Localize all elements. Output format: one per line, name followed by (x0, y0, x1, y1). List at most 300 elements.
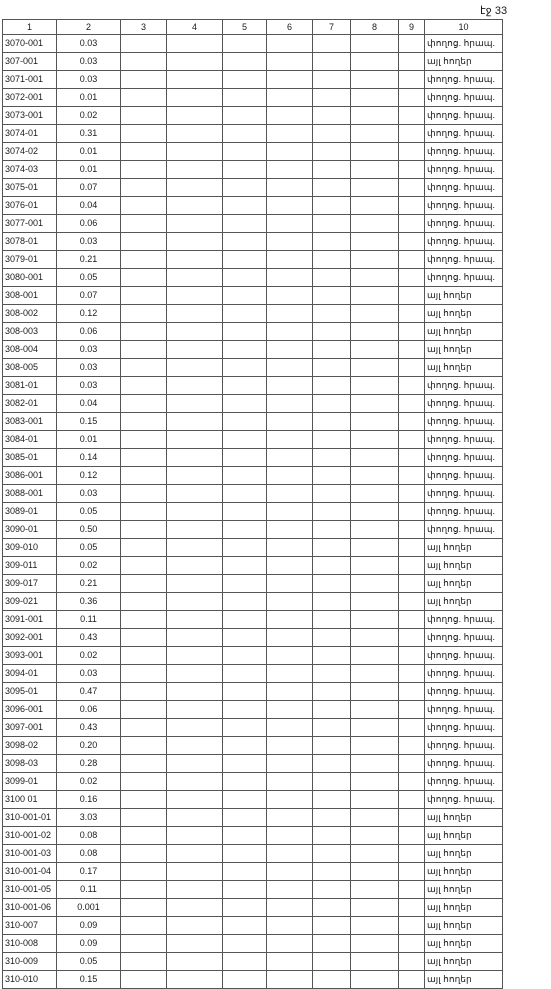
empty-cell-col-7 (313, 143, 351, 161)
area-value-cell: 0.03 (57, 377, 121, 395)
area-value-cell: 0.09 (57, 917, 121, 935)
empty-cell-col-8 (351, 881, 399, 899)
column-header-7: 7 (313, 20, 351, 35)
empty-cell-col-7 (313, 35, 351, 53)
land-type-cell: փողոց. հրապ. (425, 143, 503, 161)
empty-cell-col-6 (267, 791, 313, 809)
parcel-code-cell: 310-001-01 (3, 809, 57, 827)
empty-cell-col-5 (223, 449, 267, 467)
land-type-cell: այլ հողեր (425, 827, 503, 845)
parcel-code-cell: 3081-01 (3, 377, 57, 395)
empty-cell-col-9 (399, 287, 425, 305)
area-value-cell: 0.20 (57, 737, 121, 755)
parcel-code-cell: 3095-01 (3, 683, 57, 701)
table-row (3, 341, 503, 359)
parcel-code-cell: 310-001-04 (3, 863, 57, 881)
table-row (3, 917, 503, 935)
empty-cell-col-9 (399, 737, 425, 755)
column-header-9: 9 (399, 20, 425, 35)
parcel-code-cell: 3078-01 (3, 233, 57, 251)
empty-cell-col-6 (267, 233, 313, 251)
empty-cell-col-9 (399, 305, 425, 323)
empty-cell-col-6 (267, 107, 313, 125)
empty-cell-col-6 (267, 251, 313, 269)
table-row (3, 557, 503, 575)
empty-cell-col-4 (167, 881, 223, 899)
table-row (3, 737, 503, 755)
empty-cell-col-9 (399, 881, 425, 899)
table-row (3, 899, 503, 917)
area-value-cell: 0.001 (57, 899, 121, 917)
empty-cell-col-9 (399, 431, 425, 449)
column-header-5: 5 (223, 20, 267, 35)
empty-cell-col-9 (399, 521, 425, 539)
empty-cell-col-8 (351, 161, 399, 179)
empty-cell-col-6 (267, 395, 313, 413)
empty-cell-col-6 (267, 809, 313, 827)
empty-cell-col-7 (313, 845, 351, 863)
empty-cell-col-7 (313, 413, 351, 431)
land-type-cell: փողոց. հրապ. (425, 161, 503, 179)
empty-cell-col-9 (399, 539, 425, 557)
empty-cell-col-6 (267, 287, 313, 305)
area-value-cell: 0.04 (57, 395, 121, 413)
empty-cell-col-4 (167, 683, 223, 701)
empty-cell-col-6 (267, 125, 313, 143)
land-type-cell: փողոց. հրապ. (425, 485, 503, 503)
land-type-cell: փողոց. հրապ. (425, 467, 503, 485)
empty-cell-col-7 (313, 773, 351, 791)
empty-cell-col-4 (167, 737, 223, 755)
empty-cell-col-3 (121, 719, 167, 737)
empty-cell-col-7 (313, 89, 351, 107)
land-type-cell: փողոց. հրապ. (425, 197, 503, 215)
land-type-cell: փողոց. հրապ. (425, 449, 503, 467)
empty-cell-col-6 (267, 881, 313, 899)
land-type-cell: փողոց. հրապ. (425, 665, 503, 683)
empty-cell-col-4 (167, 827, 223, 845)
empty-cell-col-3 (121, 917, 167, 935)
empty-cell-col-5 (223, 53, 267, 71)
empty-cell-col-9 (399, 629, 425, 647)
empty-cell-col-4 (167, 305, 223, 323)
empty-cell-col-3 (121, 143, 167, 161)
area-value-cell: 0.09 (57, 935, 121, 953)
empty-cell-col-5 (223, 719, 267, 737)
empty-cell-col-9 (399, 107, 425, 125)
empty-cell-col-5 (223, 521, 267, 539)
table-row (3, 395, 503, 413)
empty-cell-col-5 (223, 953, 267, 971)
empty-cell-col-8 (351, 53, 399, 71)
empty-cell-col-8 (351, 917, 399, 935)
parcel-code-cell: 3071-001 (3, 71, 57, 89)
empty-cell-col-6 (267, 935, 313, 953)
empty-cell-col-6 (267, 485, 313, 503)
empty-cell-col-8 (351, 143, 399, 161)
empty-cell-col-3 (121, 71, 167, 89)
parcel-code-cell: 308-003 (3, 323, 57, 341)
empty-cell-col-3 (121, 971, 167, 989)
parcel-code-cell: 3093-001 (3, 647, 57, 665)
empty-cell-col-8 (351, 341, 399, 359)
empty-cell-col-7 (313, 377, 351, 395)
empty-cell-col-4 (167, 755, 223, 773)
area-value-cell: 0.03 (57, 53, 121, 71)
empty-cell-col-7 (313, 971, 351, 989)
land-type-cell: այլ հողեր (425, 539, 503, 557)
area-value-cell: 0.03 (57, 341, 121, 359)
parcel-code-cell: 3098-02 (3, 737, 57, 755)
column-header-3: 3 (121, 20, 167, 35)
empty-cell-col-5 (223, 791, 267, 809)
land-type-cell: այլ հողեր (425, 557, 503, 575)
empty-cell-col-8 (351, 683, 399, 701)
page-number: էջ 33 (480, 5, 508, 17)
parcel-code-cell: 3082-01 (3, 395, 57, 413)
empty-cell-col-7 (313, 917, 351, 935)
empty-cell-col-6 (267, 323, 313, 341)
empty-cell-col-3 (121, 107, 167, 125)
empty-cell-col-4 (167, 143, 223, 161)
table-row (3, 827, 503, 845)
parcel-code-cell: 310-001-05 (3, 881, 57, 899)
empty-cell-col-7 (313, 269, 351, 287)
area-value-cell: 0.03 (57, 359, 121, 377)
empty-cell-col-7 (313, 395, 351, 413)
land-type-cell: փողոց. հրապ. (425, 233, 503, 251)
parcel-code-cell: 3099-01 (3, 773, 57, 791)
empty-cell-col-4 (167, 341, 223, 359)
area-value-cell: 0.11 (57, 881, 121, 899)
empty-cell-col-5 (223, 143, 267, 161)
empty-cell-col-5 (223, 161, 267, 179)
empty-cell-col-6 (267, 701, 313, 719)
land-type-cell: փողոց. հրապ. (425, 431, 503, 449)
empty-cell-col-6 (267, 449, 313, 467)
table-row (3, 233, 503, 251)
empty-cell-col-6 (267, 143, 313, 161)
empty-cell-col-7 (313, 467, 351, 485)
empty-cell-col-4 (167, 629, 223, 647)
empty-cell-col-9 (399, 719, 425, 737)
empty-cell-col-5 (223, 287, 267, 305)
empty-cell-col-3 (121, 287, 167, 305)
empty-cell-col-9 (399, 377, 425, 395)
empty-cell-col-9 (399, 953, 425, 971)
empty-cell-col-5 (223, 395, 267, 413)
empty-cell-col-8 (351, 899, 399, 917)
land-type-cell: փողոց. հրապ. (425, 737, 503, 755)
area-value-cell: 0.17 (57, 863, 121, 881)
parcel-code-cell: 3092-001 (3, 629, 57, 647)
empty-cell-col-9 (399, 827, 425, 845)
empty-cell-col-6 (267, 773, 313, 791)
parcel-code-cell: 3083-001 (3, 413, 57, 431)
area-value-cell: 0.07 (57, 287, 121, 305)
land-type-cell: այլ հողեր (425, 881, 503, 899)
empty-cell-col-8 (351, 647, 399, 665)
empty-cell-col-8 (351, 107, 399, 125)
empty-cell-col-3 (121, 737, 167, 755)
empty-cell-col-5 (223, 737, 267, 755)
empty-cell-col-3 (121, 881, 167, 899)
empty-cell-col-4 (167, 215, 223, 233)
empty-cell-col-7 (313, 611, 351, 629)
empty-cell-col-5 (223, 539, 267, 557)
empty-cell-col-6 (267, 431, 313, 449)
empty-cell-col-8 (351, 827, 399, 845)
parcel-code-cell: 310-007 (3, 917, 57, 935)
empty-cell-col-9 (399, 485, 425, 503)
area-value-cell: 0.03 (57, 35, 121, 53)
area-value-cell: 0.07 (57, 179, 121, 197)
empty-cell-col-3 (121, 305, 167, 323)
empty-cell-col-8 (351, 485, 399, 503)
empty-cell-col-5 (223, 899, 267, 917)
empty-cell-col-4 (167, 395, 223, 413)
empty-cell-col-8 (351, 251, 399, 269)
empty-cell-col-3 (121, 395, 167, 413)
empty-cell-col-7 (313, 809, 351, 827)
empty-cell-col-9 (399, 845, 425, 863)
area-value-cell: 0.05 (57, 539, 121, 557)
empty-cell-col-8 (351, 935, 399, 953)
empty-cell-col-4 (167, 125, 223, 143)
empty-cell-col-7 (313, 449, 351, 467)
empty-cell-col-4 (167, 35, 223, 53)
empty-cell-col-9 (399, 89, 425, 107)
empty-cell-col-8 (351, 611, 399, 629)
parcel-code-cell: 308-005 (3, 359, 57, 377)
empty-cell-col-3 (121, 827, 167, 845)
empty-cell-col-4 (167, 845, 223, 863)
empty-cell-col-3 (121, 467, 167, 485)
empty-cell-col-9 (399, 755, 425, 773)
empty-cell-col-6 (267, 593, 313, 611)
parcel-code-cell: 3098-03 (3, 755, 57, 773)
empty-cell-col-9 (399, 53, 425, 71)
empty-cell-col-8 (351, 521, 399, 539)
empty-cell-col-3 (121, 557, 167, 575)
land-type-cell: այլ հողեր (425, 305, 503, 323)
empty-cell-col-7 (313, 953, 351, 971)
empty-cell-col-8 (351, 71, 399, 89)
empty-cell-col-5 (223, 107, 267, 125)
land-type-cell: փողոց. հրապ. (425, 521, 503, 539)
empty-cell-col-8 (351, 449, 399, 467)
empty-cell-col-6 (267, 377, 313, 395)
empty-cell-col-5 (223, 359, 267, 377)
empty-cell-col-5 (223, 863, 267, 881)
table-row (3, 287, 503, 305)
empty-cell-col-5 (223, 35, 267, 53)
table-row (3, 719, 503, 737)
empty-cell-col-3 (121, 935, 167, 953)
land-type-cell: այլ հողեր (425, 917, 503, 935)
empty-cell-col-3 (121, 341, 167, 359)
empty-cell-col-3 (121, 485, 167, 503)
empty-cell-col-8 (351, 809, 399, 827)
table-row (3, 503, 503, 521)
empty-cell-col-4 (167, 791, 223, 809)
parcel-code-cell: 309-017 (3, 575, 57, 593)
empty-cell-col-9 (399, 917, 425, 935)
empty-cell-col-5 (223, 467, 267, 485)
empty-cell-col-4 (167, 611, 223, 629)
empty-cell-col-7 (313, 341, 351, 359)
table-row (3, 413, 503, 431)
empty-cell-col-9 (399, 935, 425, 953)
empty-cell-col-7 (313, 107, 351, 125)
empty-cell-col-8 (351, 233, 399, 251)
empty-cell-col-7 (313, 485, 351, 503)
empty-cell-col-7 (313, 287, 351, 305)
empty-cell-col-5 (223, 269, 267, 287)
land-type-cell: փողոց. հրապ. (425, 611, 503, 629)
column-header-2: 2 (57, 20, 121, 35)
empty-cell-col-7 (313, 305, 351, 323)
parcel-code-cell: 308-001 (3, 287, 57, 305)
land-type-cell: փողոց. հրապ. (425, 773, 503, 791)
table-row (3, 71, 503, 89)
empty-cell-col-7 (313, 701, 351, 719)
empty-cell-col-6 (267, 863, 313, 881)
empty-cell-col-9 (399, 683, 425, 701)
table-row (3, 377, 503, 395)
empty-cell-col-8 (351, 395, 399, 413)
empty-cell-col-5 (223, 701, 267, 719)
area-value-cell: 0.01 (57, 161, 121, 179)
table-row (3, 161, 503, 179)
land-type-cell: այլ հողեր (425, 359, 503, 377)
empty-cell-col-3 (121, 521, 167, 539)
empty-cell-col-5 (223, 485, 267, 503)
land-type-cell: փողոց. հրապ. (425, 755, 503, 773)
empty-cell-col-6 (267, 539, 313, 557)
table-row (3, 953, 503, 971)
parcel-code-cell: 3070-001 (3, 35, 57, 53)
empty-cell-col-9 (399, 449, 425, 467)
empty-cell-col-9 (399, 125, 425, 143)
parcel-code-cell: 3094-01 (3, 665, 57, 683)
area-value-cell: 0.04 (57, 197, 121, 215)
empty-cell-col-4 (167, 863, 223, 881)
area-value-cell: 0.01 (57, 143, 121, 161)
empty-cell-col-6 (267, 35, 313, 53)
area-value-cell: 0.02 (57, 773, 121, 791)
parcel-code-cell: 3100 01 (3, 791, 57, 809)
table-row (3, 125, 503, 143)
empty-cell-col-6 (267, 161, 313, 179)
area-value-cell: 0.06 (57, 323, 121, 341)
empty-cell-col-5 (223, 593, 267, 611)
empty-cell-col-6 (267, 629, 313, 647)
land-type-cell: փողոց. հրապ. (425, 791, 503, 809)
empty-cell-col-6 (267, 305, 313, 323)
empty-cell-col-5 (223, 809, 267, 827)
empty-cell-col-8 (351, 269, 399, 287)
empty-cell-col-4 (167, 485, 223, 503)
empty-cell-col-4 (167, 251, 223, 269)
empty-cell-col-6 (267, 737, 313, 755)
parcel-code-cell: 309-010 (3, 539, 57, 557)
empty-cell-col-8 (351, 305, 399, 323)
empty-cell-col-4 (167, 539, 223, 557)
land-type-cell: փողոց. հրապ. (425, 395, 503, 413)
empty-cell-col-6 (267, 755, 313, 773)
land-type-cell: այլ հողեր (425, 341, 503, 359)
area-value-cell: 0.03 (57, 233, 121, 251)
empty-cell-col-4 (167, 917, 223, 935)
empty-cell-col-9 (399, 341, 425, 359)
table-row (3, 701, 503, 719)
parcel-code-cell: 3074-01 (3, 125, 57, 143)
empty-cell-col-7 (313, 215, 351, 233)
table-row (3, 521, 503, 539)
parcel-code-cell: 308-002 (3, 305, 57, 323)
empty-cell-col-5 (223, 881, 267, 899)
empty-cell-col-4 (167, 377, 223, 395)
empty-cell-col-6 (267, 611, 313, 629)
empty-cell-col-6 (267, 557, 313, 575)
land-type-cell: այլ հողեր (425, 323, 503, 341)
empty-cell-col-3 (121, 161, 167, 179)
area-value-cell: 0.50 (57, 521, 121, 539)
table-row (3, 809, 503, 827)
area-value-cell: 0.06 (57, 215, 121, 233)
empty-cell-col-4 (167, 89, 223, 107)
table-row (3, 107, 503, 125)
area-value-cell: 0.21 (57, 575, 121, 593)
empty-cell-col-7 (313, 791, 351, 809)
empty-cell-col-6 (267, 827, 313, 845)
empty-cell-col-9 (399, 665, 425, 683)
land-type-cell: փողոց. հրապ. (425, 377, 503, 395)
empty-cell-col-3 (121, 125, 167, 143)
empty-cell-col-9 (399, 557, 425, 575)
empty-cell-col-8 (351, 719, 399, 737)
parcel-code-cell: 3073-001 (3, 107, 57, 125)
area-value-cell: 0.31 (57, 125, 121, 143)
area-value-cell: 0.15 (57, 971, 121, 989)
land-type-cell: փողոց. հրապ. (425, 89, 503, 107)
area-value-cell: 0.47 (57, 683, 121, 701)
land-type-cell: փողոց. հրապ. (425, 647, 503, 665)
empty-cell-col-3 (121, 629, 167, 647)
empty-cell-col-3 (121, 863, 167, 881)
empty-cell-col-9 (399, 701, 425, 719)
empty-cell-col-5 (223, 755, 267, 773)
empty-cell-col-9 (399, 971, 425, 989)
empty-cell-col-5 (223, 665, 267, 683)
empty-cell-col-4 (167, 575, 223, 593)
empty-cell-col-8 (351, 431, 399, 449)
empty-cell-col-6 (267, 341, 313, 359)
parcel-code-cell: 3074-02 (3, 143, 57, 161)
empty-cell-col-9 (399, 611, 425, 629)
empty-cell-col-5 (223, 377, 267, 395)
empty-cell-col-3 (121, 377, 167, 395)
empty-cell-col-3 (121, 53, 167, 71)
area-value-cell: 0.01 (57, 89, 121, 107)
empty-cell-col-3 (121, 413, 167, 431)
land-type-cell: այլ հողեր (425, 863, 503, 881)
empty-cell-col-4 (167, 701, 223, 719)
empty-cell-col-7 (313, 161, 351, 179)
empty-cell-col-6 (267, 53, 313, 71)
area-value-cell: 0.11 (57, 611, 121, 629)
